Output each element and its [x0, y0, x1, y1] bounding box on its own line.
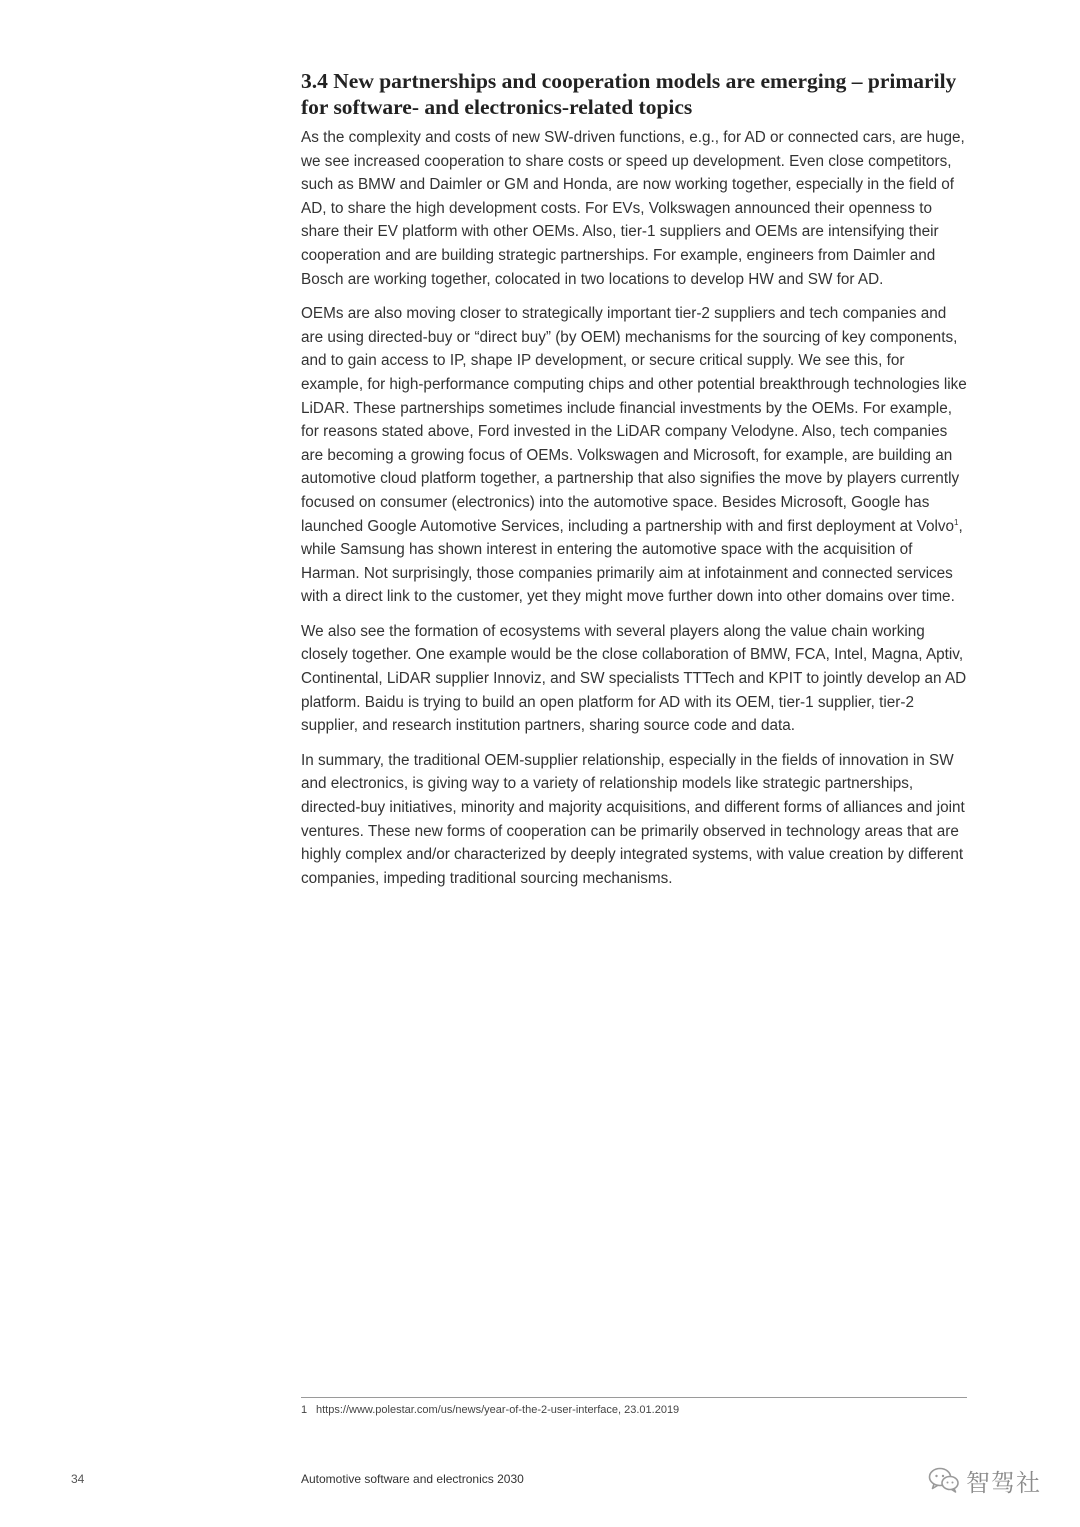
- paragraph-4: In summary, the traditional OEM-supplier relationship, especially in the fields of innovation in SW and electronics, is giving way to a variety of relationship models like strategic partnerships, directed-buy initiatives, minority and majority acquisitions, and different forms of alliances and joint ventures. These new forms of cooperation can be primarily observed in technology areas that are highly complex and/or characterized by deeply integrated systems, with value creation by different companies, impeding traditional sourcing mechanisms.: [301, 751, 965, 887]
- paragraph-2-text-b: , while Samsung has shown interest in entering the automotive space with the acquisition of Harman. Not surprisingly, those companies primarily aim at infotainment and connected services with a direct link to the customer, yet they might move further down into other domains over time.: [301, 517, 963, 606]
- publication-title: Automotive software and electronics 2030: [301, 1472, 524, 1486]
- paragraph-2-text-a: OEMs are also moving closer to strategically important tier-2 suppliers and tech companies and are using directed-buy or “direct buy” (by OEM) mechanisms for the sourcing of key components, and to gain access to IP, shape IP development, or secure critical supply. We see this, for example, for high-performance computing chips and other potential breakthrough technologies like LiDAR. These partnerships sometimes include financial investments by the OEMs. For example, for reasons stated above, Ford invested in the LiDAR company Velodyne. Also, tech companies are becoming a growing focus of OEMs. Volkswagen and Microsoft, for example, are building an automotive cloud platform together, a partnership that also signifies the move by players currently focused on consumer (electronics) into the automotive space. Besides Microsoft, Google has launched Google Automotive Services, including a partnership with and first deployment at Volvo: [301, 305, 967, 535]
- wechat-icon: [928, 1466, 960, 1494]
- paragraph-1: As the complexity and costs of new SW-driven functions, e.g., for AD or connected cars, are huge, we see increased cooperation to share costs or speed up development. Even close competitors, such as BMW and Daimler or GM and Honda, are now working together, especially in the field of AD, to share the high development costs. For EVs, Volkswagen announced their openness to share their EV platform with other OEMs. Also, tier-1 suppliers and OEMs are intensifying their cooperation and are building strategic partnerships. For example, engineers from Daimler and Bosch are working together, colocated in two locations to develop HW and SW for AD.: [301, 129, 965, 288]
- footnote-number: 1: [301, 1404, 308, 1416]
- page-number: 34: [71, 1472, 85, 1486]
- footnote: [301, 1402, 967, 1418]
- main-content: [301, 68, 969, 901]
- footnote-reference[interactable]: 1: [954, 517, 959, 527]
- footnote-link[interactable]: https://www.polestar.com/us/news/year-of-the-2-user-interface, 23.01.2019: [316, 1404, 680, 1416]
- paragraph-2: [301, 302, 969, 609]
- section-heading: 3.4 New partnerships and cooperation models are emerging – primarily for software- and electronics-related topics: [301, 69, 957, 119]
- watermark-text: 智驾社: [966, 1469, 1041, 1497]
- watermark: [928, 1460, 1058, 1500]
- paragraph-3: We also see the formation of ecosystems with several players along the value chain working closely together. One example would be the close collaboration of BMW, FCA, Intel, Magna, Aptiv, Continental, LiDAR supplier Innoviz, and SW specialists TTTech and KPIT to jointly develop an AD platform. Baidu is trying to build an open platform for AD with its OEM, tier-1 supplier, tier-2 supplier, and research institution partners, sharing source code and data.: [301, 622, 967, 735]
- footnote-divider: [301, 1397, 967, 1398]
